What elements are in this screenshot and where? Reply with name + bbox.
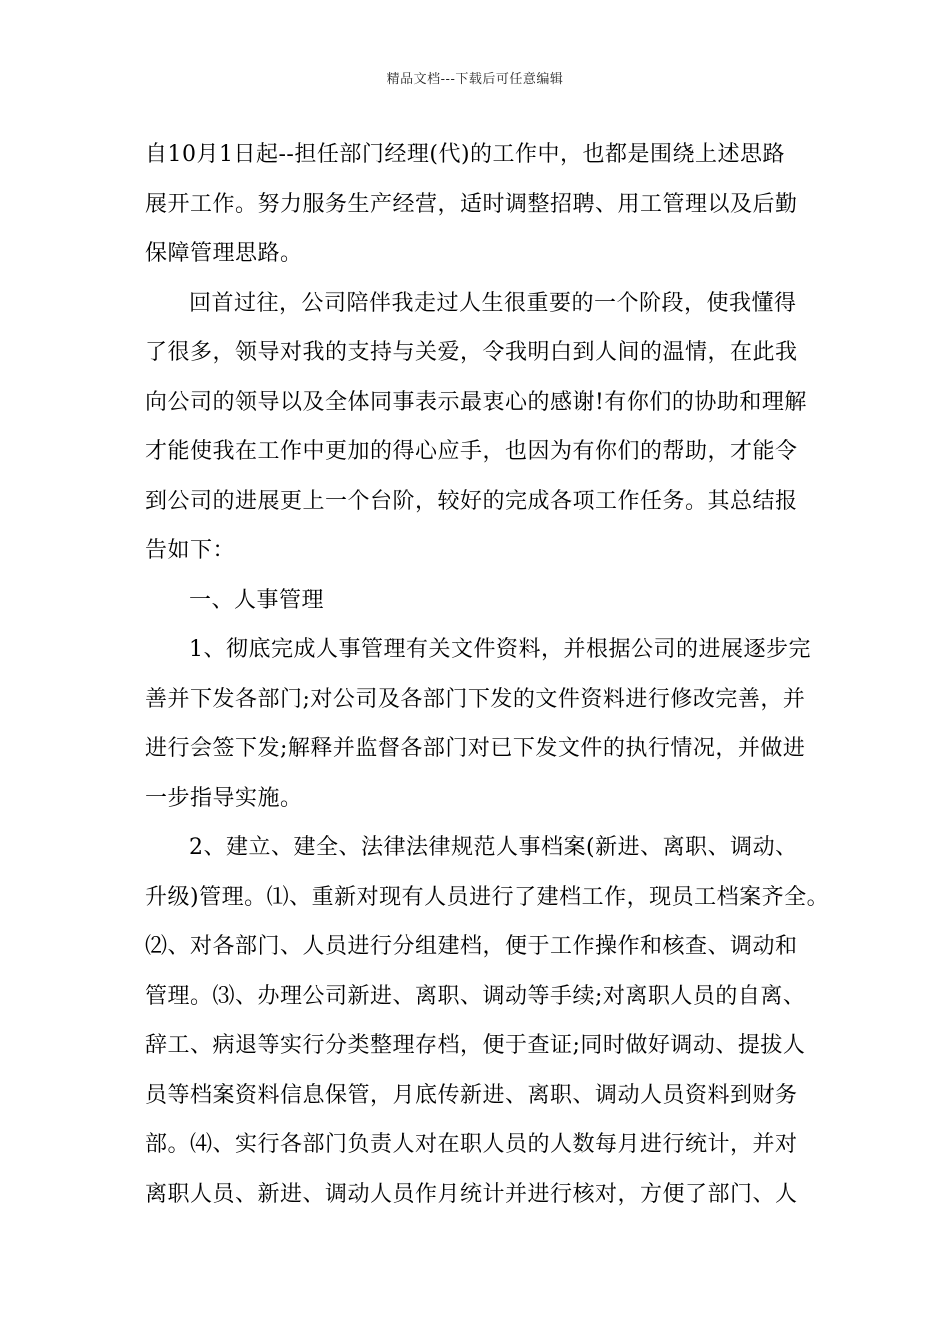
text-line: 一步指导实施。 [145,785,303,811]
text-line: ⑵、对各部门、人员进行分组建档，便于工作操作和核查、调动和 [145,934,798,959]
text-line: 自10月1日起--担任部门经理(代)的工作中，也都是围绕上述思路 [145,142,786,167]
text-line: 才能使我在工作中更加的得心应手，也因为有你们的帮助，才能令 [145,439,798,464]
document-body [145,130,830,1219]
text-line: 到公司的进展更上一个台阶，较好的完成各项工作任务。其总结报 [145,488,798,514]
text-line: 员等档案资料信息保管，月底传新进、离职、调动人员资料到财务 [145,1082,798,1108]
text-line: 保障管理思路。 [145,241,303,266]
text-line: 了很多，领导对我的支持与关爱，令我明白到人间的温情，在此我 [145,340,798,365]
text-line: 展开工作。努力服务生产经营，适时调整招聘、用工管理以及后勤 [145,191,798,217]
text-line: 向公司的领导以及全体同事表示最衷心的感谢!有你们的协助和理解 [145,389,807,415]
text-line: 升级)管理。⑴、重新对现有人员进行了建档工作，现员工档案齐全。 [145,884,830,910]
section-heading: 一、人事管理 [189,587,325,613]
text-line: 进行会签下发;解释并监督各部门对已下发文件的执行情况，并做进 [145,736,806,761]
paragraph-start-line: 1、彻底完成人事管理有关文件资料，并根据公司的进展逐步完 [189,637,811,662]
text-line: 管理。⑶、办理公司新进、离职、调动等手续;对离职人员的自离、 [145,983,806,1009]
page-header: 精品文档---下载后可任意编辑 [386,72,564,87]
text-line: 善并下发各部门;对公司及各部门下发的文件资料进行修改完善，并 [145,686,806,712]
paragraph-start-line: 2、建立、建全、法律法律规范人事档案(新进、离职、调动、 [189,835,798,860]
text-line: 告如下： [145,538,236,563]
paragraph-start-line: 回首过往，公司陪伴我走过人生很重要的一个阶段，使我懂得 [189,290,797,316]
text-line: 离职人员、新进、调动人员作月统计并进行核对，方便了部门、人 [145,1181,798,1207]
text-line: 辞工、病退等实行分类整理存档，便于查证;同时做好调动、提拔人 [145,1033,806,1058]
text-line: 部。⑷、实行各部门负责人对在职人员的人数每月进行统计，并对 [145,1132,798,1157]
